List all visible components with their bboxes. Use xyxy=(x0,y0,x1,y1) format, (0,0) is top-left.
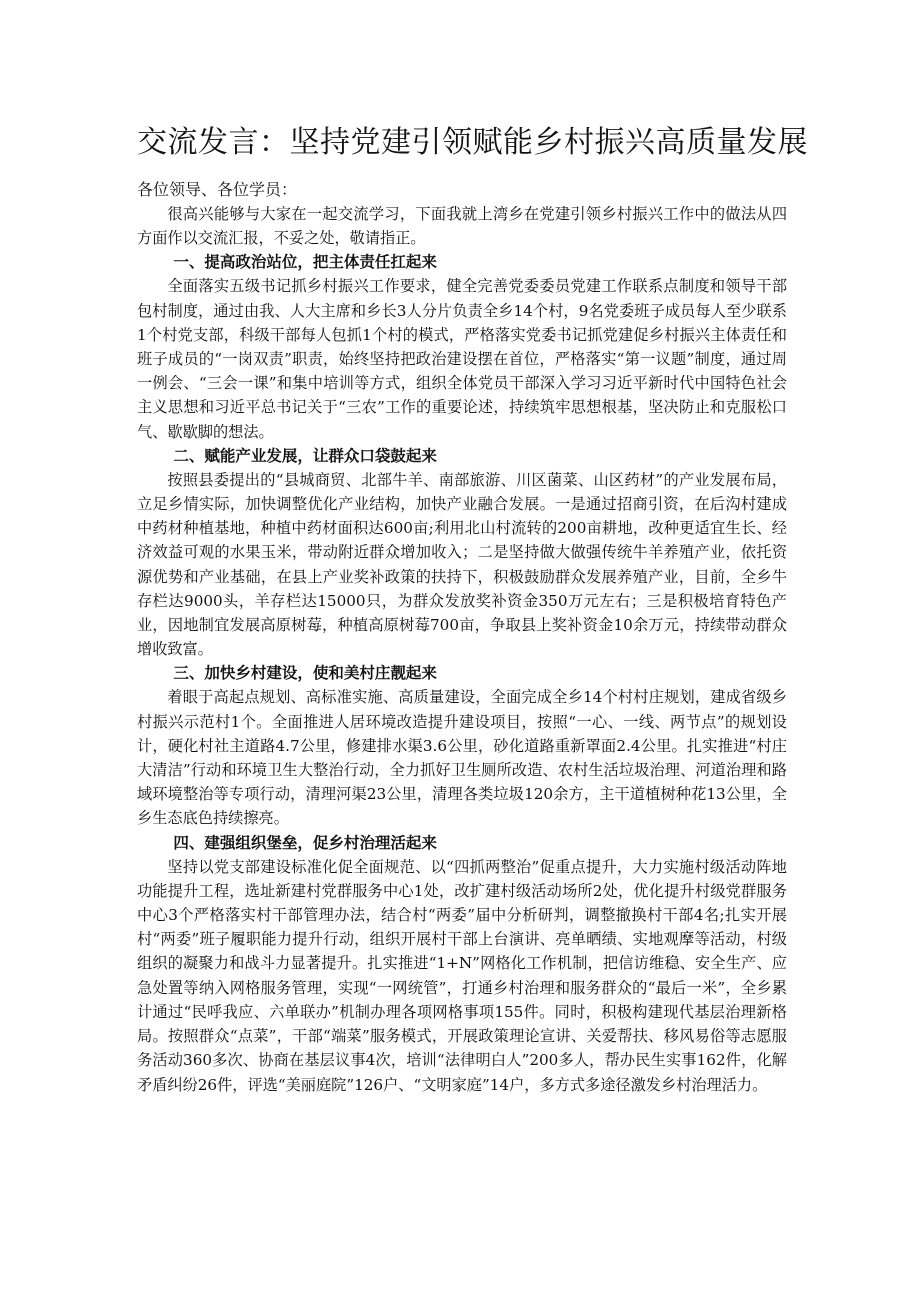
section-1-body: 全面落实五级书记抓乡村振兴工作要求，健全完善党委委员党建工作联系点制度和领导干部包村制度，通过由我、人大主席和乡长3人分片负责全乡14个村，9名党委班子成员每人至少联系1个村党支部，科级干部每人包抓1个村的模式，严格落实党委书记抓党建促乡村振兴主体责任和班子成员的“一岗双责”职责，始终坚持把政治建设摆在首位，严格落实“第一议题”制度，通过周一例会、“三会一课”和集中培训等方式，组织全体党员干部深入学习习近平新时代中国特色社会主义思想和习近平总书记关于“三农”工作的重要论述，持续筑牢思想根基，坚决防止和克服松口气、歇歇脚的想法。 xyxy=(137,277,787,441)
section-3-body: 着眼于高起点规划、高标准实施、高质量建设，全面完成全乡14个村村庄规划，建成省级乡村振兴示范村1个。全面推进人居环境改造提升建设项目，按照“一心、一线、两节点”的规划设计，硬化村社主道路4.7公里，修建排水渠3.6公里，砂化道路重新罩面2.4公里。扎实推进“村庄大清洁”行动和环境卫生大整治行动，全力抓好卫生厕所改造、农村生活垃圾治理、河道治理和路域环境整治等专项行动，清理河渠23公里，清理各类垃圾120余方，主干道植树种花13公里，全乡生态底色持续擦亮。 xyxy=(137,688,787,828)
salutation: 各位领导、各位学员： xyxy=(137,180,298,199)
section-1-heading: 一、提高政治站位，把主体责任扛起来 xyxy=(173,252,437,272)
section-2-heading: 二、赋能产业发展，让群众口袋鼓起来 xyxy=(173,445,437,465)
document-title: 交流发言：坚持党建引领赋能乡村振兴高质量发展 xyxy=(137,125,808,160)
intro-paragraph: 很高兴能够与大家在一起交流学习，下面我就上湾乡在党建引领乡村振兴工作中的做法从四方面作以交流汇报，不妥之处，敬请指正。 xyxy=(137,205,787,248)
section-4-heading: 四、建强组织堡垒，促乡村治理活起来 xyxy=(173,832,437,852)
section-4-body: 坚持以党支部建设标准化促全面规范、以“四抓两整治”促重点提升，大力实施村级活动阵地功能提升工程，选址新建村党群服务中心1处，改扩建村级活动场所2处，优化提升村级党群服务中心3个严格落实村干部管理办法，结合村“两委”届中分析研判，调整撤换村干部4名;扎实开展村“两委”班子履职能力提升行动，组织开展村干部上台演讲、亮单晒绩、实地观摩等活动，村级组织的凝聚力和战斗力显著提升。扎实推进“1+N”网格化工作机制，把信访维稳、安全生产、应急处置等纳入网格服务管理，实现“一网统管”，打通乡村治理和服务群众的“最后一米”，全乡累计通过“民呼我应、六单联办”机制办理各项网格事项155件。同时，积极构建现代基层治理新格局。按照群众“点菜”，干部“端菜”服务模式，开展政策理论宣讲、关爱帮扶、移风易俗等志愿服务活动360多次、协商在基层议事4次，培训“法律明白人”200多人，帮办民生实事162件，化解矛盾纠纷26件，评选“美丽庭院”126户、“文明家庭”14户，多方式多途径激发乡村治理活力。 xyxy=(137,857,787,1094)
section-2-body: 按照县委提出的“县城商贸、北部牛羊、南部旅游、川区菌菜、山区药材”的产业发展布局，立足乡情实际，加快调整优化产业结构，加快产业融合发展。一是通过招商引资，在后沟村建成中药材种植基地，种植中药材面积达600亩;利用北山村流转的200亩耕地，改种更适宜生长、经济效益可观的水果玉米，带动附近群众增加收入；二是坚持做大做强传统牛羊养殖产业，依托资源优势和产业基础，在县上产业奖补政策的扶持下，积极鼓励群众发展养殖产业，目前，全乡牛存栏达9000头，羊存栏达15000只，为群众发放奖补资金350万元左右；三是积极培育特色产业，因地制宜发展高原树莓，种植高原树莓700亩，争取县上奖补资金10余万元，持续带动群众增收致富。 xyxy=(137,470,787,659)
document-page xyxy=(137,118,808,1097)
section-3-heading: 三、加快乡村建设，使和美村庄靓起来 xyxy=(173,663,437,683)
